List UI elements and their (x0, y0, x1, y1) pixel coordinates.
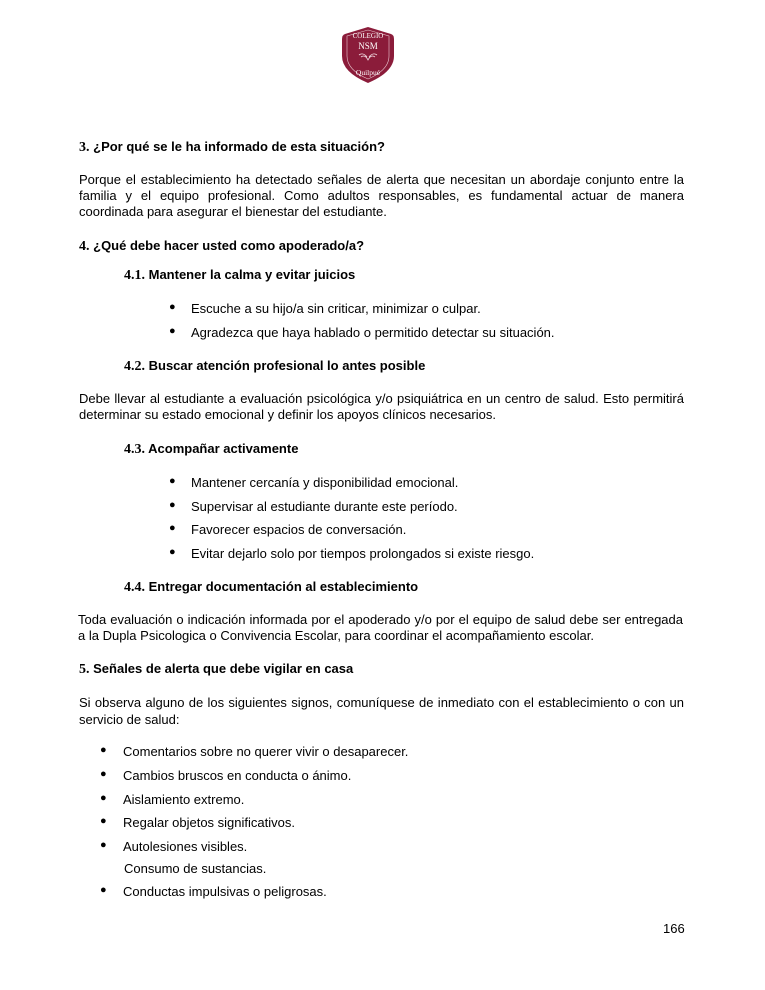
section-4-4-number: 4.4. (124, 580, 145, 595)
section-4-3-number: 4.3. (124, 442, 145, 457)
section-5-title: Señales de alerta que debe vigilar en casa (93, 661, 354, 676)
section-4-4-heading (124, 579, 418, 596)
bullet-icon: ● (169, 475, 176, 487)
section-4-1-title: Mantener la calma y evitar juicios (148, 267, 356, 282)
list-item: Consumo de sustancias. (124, 861, 267, 876)
section-4-2-paragraph: Debe llevar al estudiante a evaluación psicológica y/o psiquiátrica en un centro de salud. Esto permitirá determinar su estado emocional y definir los apoyos clínicos necesarios. (79, 391, 684, 422)
logo-line3: Quilpué (355, 68, 381, 77)
bullet-icon: ● (100, 744, 107, 756)
section-4-number: 4. (79, 239, 90, 254)
bullet-icon: ● (100, 792, 107, 804)
section-4-4-paragraph: Toda evaluación o indicación informada por el apoderado y/o por el equipo de salud debe ser entregada a la Dupla Psicologica o Convivencia Escolar, para coordinar el acompañamiento escolar. (78, 612, 683, 643)
list-item: Supervisar al estudiante durante este período. (191, 499, 458, 514)
bullet-icon: ● (169, 301, 176, 313)
list-item: Regalar objetos significativos. (123, 815, 295, 830)
section-4-2-heading (124, 358, 425, 375)
list-item: Mantener cercanía y disponibilidad emocional. (191, 475, 459, 490)
list-item: Evitar dejarlo solo por tiempos prolongados si existe riesgo. (191, 546, 535, 561)
list-item: Autolesiones visibles. (123, 839, 248, 854)
page-number: 166 (663, 921, 685, 936)
list-item: Comentarios sobre no querer vivir o desaparecer. (123, 744, 409, 759)
section-4-3-title: Acompañar activamente (148, 441, 299, 456)
section-5-paragraph: Si observa alguno de los siguientes signos, comuníquese de inmediato con el establecimiento o con un servicio de salud: (79, 695, 684, 727)
list-item: Escuche a su hijo/a sin criticar, minimizar o culpar. (191, 301, 481, 316)
logo-line1: COLEGIO (352, 32, 384, 40)
bullet-icon: ● (100, 815, 107, 827)
section-5-heading (79, 661, 353, 678)
section-3-heading (79, 139, 385, 156)
section-3-number: 3. (79, 140, 90, 155)
section-4-title: ¿Qué debe hacer usted como apoderado/a? (93, 238, 365, 253)
list-item: Agradezca que haya hablado o permitido detectar su situación. (191, 325, 555, 340)
bullet-icon: ● (100, 768, 107, 780)
section-4-3-heading (124, 441, 298, 458)
list-item: Cambios bruscos en conducta o ánimo. (123, 768, 352, 783)
bullet-icon: ● (169, 325, 176, 337)
bullet-icon: ● (169, 546, 176, 558)
list-item: Aislamiento extremo. (123, 792, 245, 807)
logo-line2: NSM (358, 41, 378, 51)
section-4-4-title: Entregar documentación al establecimiento (148, 579, 419, 594)
list-item: Favorecer espacios de conversación. (191, 522, 407, 537)
bullet-icon: ● (100, 884, 107, 896)
section-4-1-heading (124, 267, 355, 284)
section-3-paragraph: Porque el establecimiento ha detectado señales de alerta que necesitan un abordaje conjunto entre la familia y el equipo profesional. Como adultos responsables, es fundamental actuar de manera coordinada para asegurar el bienestar del estudiante. (79, 172, 684, 219)
section-4-2-number: 4.2. (124, 359, 145, 374)
section-5-number: 5. (79, 662, 90, 677)
section-4-2-title: Buscar atención profesional lo antes posible (148, 358, 426, 373)
section-4-1-number: 4.1. (124, 268, 145, 283)
list-item: Conductas impulsivas o peligrosas. (123, 884, 327, 899)
section-4-heading (79, 238, 364, 255)
bullet-icon: ● (169, 522, 176, 534)
bullet-icon: ● (100, 839, 107, 851)
section-3-title: ¿Por qué se le ha informado de esta situación? (93, 139, 385, 154)
bullet-icon: ● (169, 499, 176, 511)
school-logo (341, 26, 395, 84)
